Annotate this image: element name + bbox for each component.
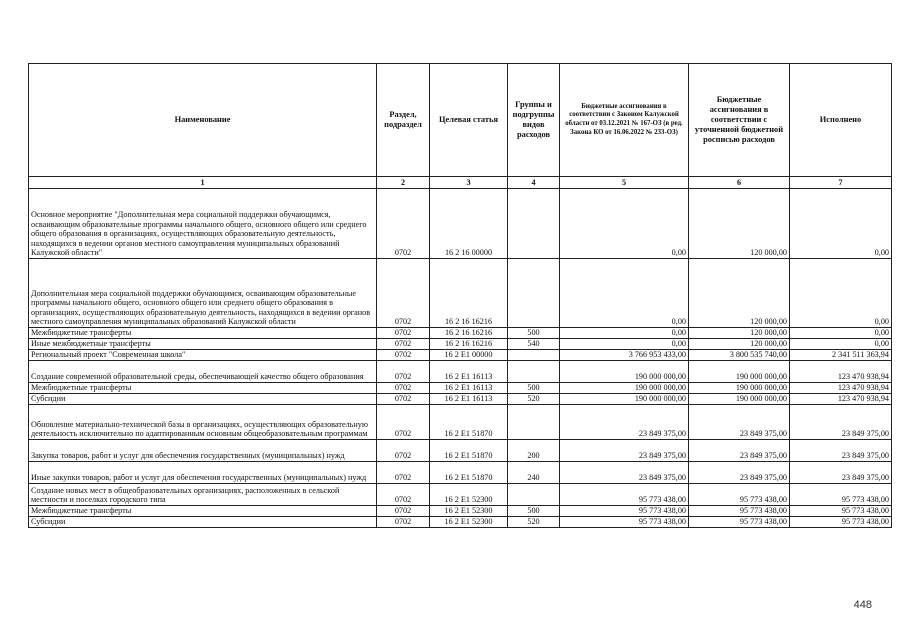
- row-expense-group: [508, 189, 560, 259]
- row-refined-allocation: 120 000,00: [689, 189, 790, 259]
- row-executed: 0,00: [790, 328, 892, 339]
- row-law-allocation: 190 000 000,00: [560, 361, 689, 383]
- header-target-article: Целевая статья: [430, 64, 508, 177]
- header-law-allocations: Бюджетные ассигнования в соответствии с Законом Калужской области от 03.12.2021 № 167-ОЗ (в ред. Закона КО от 16.06.2022 № 233-ОЗ): [560, 64, 689, 177]
- row-executed: 95 773 438,00: [790, 517, 892, 528]
- row-law-allocation: 0,00: [560, 189, 689, 259]
- row-section: 0702: [377, 339, 430, 350]
- row-target-article: 16 2 Е1 16113: [430, 383, 508, 394]
- row-name: Закупка товаров, работ и услуг для обеспечения государственных (муниципальных) нужд: [29, 440, 377, 462]
- header-executed: Исполнено: [790, 64, 892, 177]
- row-law-allocation: 0,00: [560, 259, 689, 328]
- row-target-article: 16 2 Е1 51870: [430, 462, 508, 484]
- table-row: [29, 484, 892, 506]
- column-number: 1: [29, 177, 377, 189]
- page-number: 448: [853, 599, 872, 611]
- row-law-allocation: 190 000 000,00: [560, 394, 689, 405]
- table-row: [29, 506, 892, 517]
- row-executed: 0,00: [790, 259, 892, 328]
- column-number: 6: [689, 177, 790, 189]
- row-expense-group: [508, 259, 560, 328]
- row-section: 0702: [377, 361, 430, 383]
- row-name: Субсидии: [29, 517, 377, 528]
- row-name: Иные межбюджетные трансферты: [29, 339, 377, 350]
- row-name: Основное мероприятие "Дополнительная мера социальной поддержки обучающимся, осваивающим образовательные программы начального общего, основного общего или среднего общего образования в организациях, осуществляющих образовательную деятельность, находящихся в ведении органов местного самоуправления муниципальных образований Калужской области": [29, 189, 377, 259]
- row-expense-group: 520: [508, 394, 560, 405]
- row-expense-group: 500: [508, 383, 560, 394]
- row-executed: 23 849 375,00: [790, 462, 892, 484]
- row-expense-group: [508, 350, 560, 361]
- row-target-article: 16 2 16 16216: [430, 259, 508, 328]
- table-row: [29, 405, 892, 440]
- header-section: Раздел, подраздел: [377, 64, 430, 177]
- row-law-allocation: 23 849 375,00: [560, 440, 689, 462]
- row-law-allocation: 95 773 438,00: [560, 517, 689, 528]
- table-row: [29, 350, 892, 361]
- table-row: [29, 440, 892, 462]
- row-law-allocation: 23 849 375,00: [560, 462, 689, 484]
- row-name: Создание новых мест в общеобразовательных организациях, расположенных в сельской местности и поселках городского типа: [29, 484, 377, 506]
- table-row: [29, 462, 892, 484]
- row-law-allocation: 0,00: [560, 339, 689, 350]
- row-law-allocation: 23 849 375,00: [560, 405, 689, 440]
- row-section: 0702: [377, 506, 430, 517]
- row-target-article: 16 2 16 16216: [430, 339, 508, 350]
- row-refined-allocation: 190 000 000,00: [689, 361, 790, 383]
- row-refined-allocation: 120 000,00: [689, 328, 790, 339]
- row-target-article: 16 2 16 00000: [430, 189, 508, 259]
- row-section: 0702: [377, 189, 430, 259]
- row-name: Межбюджетные трансферты: [29, 383, 377, 394]
- row-law-allocation: 3 766 953 433,00: [560, 350, 689, 361]
- table-body: [29, 189, 892, 528]
- row-refined-allocation: 95 773 438,00: [689, 484, 790, 506]
- row-section: 0702: [377, 484, 430, 506]
- row-target-article: 16 2 Е1 51870: [430, 405, 508, 440]
- row-refined-allocation: 23 849 375,00: [689, 440, 790, 462]
- row-name: Межбюджетные трансферты: [29, 506, 377, 517]
- row-section: 0702: [377, 350, 430, 361]
- row-executed: 95 773 438,00: [790, 484, 892, 506]
- row-name: Иные закупки товаров, работ и услуг для обеспечения государственных (муниципальных) нужд: [29, 462, 377, 484]
- table-row: [29, 259, 892, 328]
- column-number: 5: [560, 177, 689, 189]
- budget-table: [28, 63, 892, 528]
- row-name: Создание современной образовательной среды, обеспечивающей качество общего образования: [29, 361, 377, 383]
- table-row: [29, 394, 892, 405]
- column-number-row: [29, 177, 892, 189]
- row-target-article: 16 2 Е1 16113: [430, 361, 508, 383]
- row-target-article: 16 2 16 16216: [430, 328, 508, 339]
- table-row: [29, 383, 892, 394]
- row-law-allocation: 95 773 438,00: [560, 484, 689, 506]
- row-target-article: 16 2 Е1 52300: [430, 484, 508, 506]
- row-refined-allocation: 95 773 438,00: [689, 517, 790, 528]
- header-row: [29, 64, 892, 177]
- row-section: 0702: [377, 383, 430, 394]
- header-name: Наименование: [29, 64, 377, 177]
- row-section: 0702: [377, 405, 430, 440]
- row-executed: 23 849 375,00: [790, 440, 892, 462]
- row-executed: 0,00: [790, 339, 892, 350]
- table-row: [29, 339, 892, 350]
- row-refined-allocation: 120 000,00: [689, 339, 790, 350]
- row-refined-allocation: 23 849 375,00: [689, 405, 790, 440]
- row-target-article: 16 2 Е1 52300: [430, 517, 508, 528]
- row-expense-group: 200: [508, 440, 560, 462]
- row-name: Региональный проект "Современная школа": [29, 350, 377, 361]
- row-expense-group: [508, 361, 560, 383]
- row-section: 0702: [377, 394, 430, 405]
- row-executed: 0,00: [790, 189, 892, 259]
- row-refined-allocation: 120 000,00: [689, 259, 790, 328]
- row-expense-group: [508, 405, 560, 440]
- table-row: [29, 517, 892, 528]
- row-law-allocation: 0,00: [560, 328, 689, 339]
- row-section: 0702: [377, 462, 430, 484]
- row-section: 0702: [377, 440, 430, 462]
- row-expense-group: 500: [508, 506, 560, 517]
- header-expense-group: Группы и подгруппы видов расходов: [508, 64, 560, 177]
- row-target-article: 16 2 Е1 52300: [430, 506, 508, 517]
- column-number: 7: [790, 177, 892, 189]
- column-number: 3: [430, 177, 508, 189]
- row-section: 0702: [377, 328, 430, 339]
- row-name: Дополнительная мера социальной поддержки обучающимся, осваивающим образовательные программы начального общего, основного общего или среднего общего образования в организациях, осуществляющих образовательную деятельность, находящихся в ведении органов местного самоуправления муниципальных образований Калужской области: [29, 259, 377, 328]
- row-name: Межбюджетные трансферты: [29, 328, 377, 339]
- row-expense-group: 500: [508, 328, 560, 339]
- row-executed: 123 470 938,94: [790, 361, 892, 383]
- row-expense-group: 240: [508, 462, 560, 484]
- row-target-article: 16 2 Е1 00000: [430, 350, 508, 361]
- row-name: Обновление материально-технической базы в организациях, осуществляющих образовательную деятельность исключительно по адаптированным основным общеобразовательным программам: [29, 405, 377, 440]
- row-executed: 95 773 438,00: [790, 506, 892, 517]
- row-law-allocation: 95 773 438,00: [560, 506, 689, 517]
- table-row: [29, 189, 892, 259]
- row-section: 0702: [377, 517, 430, 528]
- row-refined-allocation: 95 773 438,00: [689, 506, 790, 517]
- row-expense-group: 540: [508, 339, 560, 350]
- row-refined-allocation: 3 800 535 740,00: [689, 350, 790, 361]
- row-expense-group: 520: [508, 517, 560, 528]
- table-row: [29, 328, 892, 339]
- row-name: Субсидии: [29, 394, 377, 405]
- column-number: 2: [377, 177, 430, 189]
- row-executed: 123 470 938,94: [790, 394, 892, 405]
- header-refined-allocations: Бюджетные ассигнования в соответствии с уточненной бюджетной росписью расходов: [689, 64, 790, 177]
- row-refined-allocation: 190 000 000,00: [689, 394, 790, 405]
- row-executed: 23 849 375,00: [790, 405, 892, 440]
- column-number: 4: [508, 177, 560, 189]
- row-law-allocation: 190 000 000,00: [560, 383, 689, 394]
- row-executed: 2 341 511 363,94: [790, 350, 892, 361]
- row-section: 0702: [377, 259, 430, 328]
- row-executed: 123 470 938,94: [790, 383, 892, 394]
- row-target-article: 16 2 Е1 16113: [430, 394, 508, 405]
- row-refined-allocation: 190 000 000,00: [689, 383, 790, 394]
- table-row: [29, 361, 892, 383]
- row-expense-group: [508, 484, 560, 506]
- row-refined-allocation: 23 849 375,00: [689, 462, 790, 484]
- row-target-article: 16 2 Е1 51870: [430, 440, 508, 462]
